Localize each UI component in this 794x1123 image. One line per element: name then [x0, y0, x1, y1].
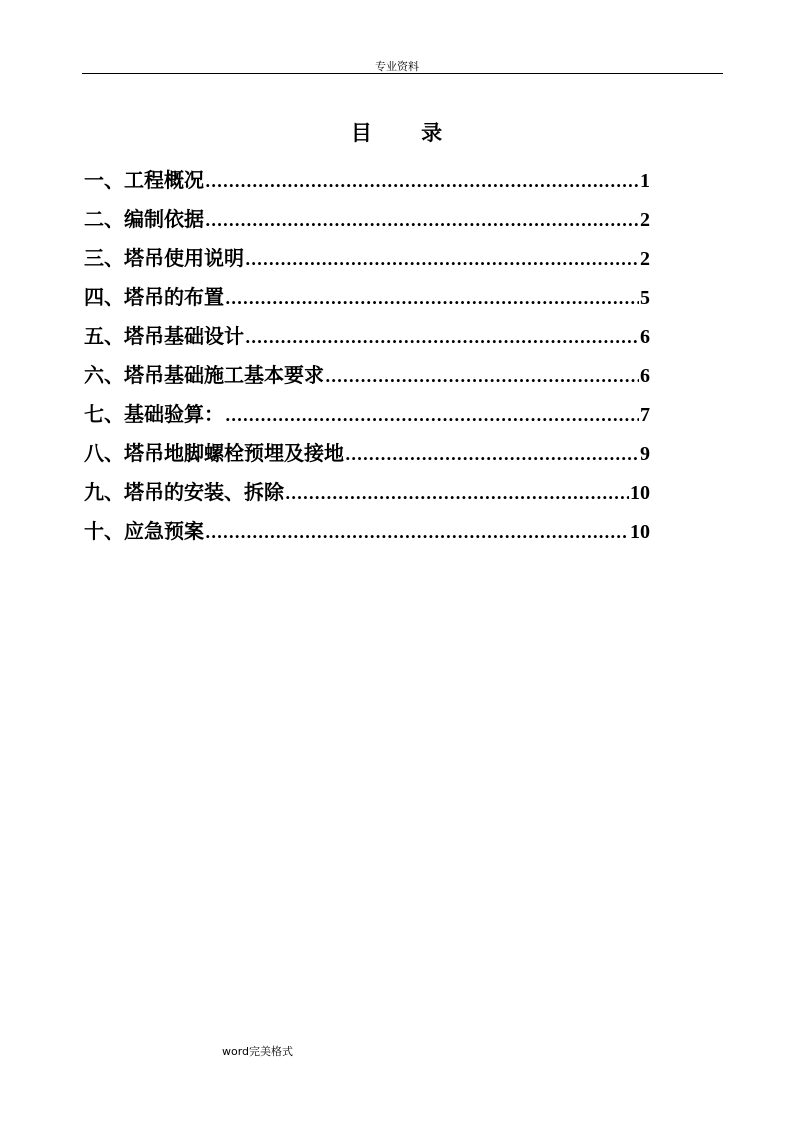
toc-entry-page: 10 — [630, 482, 650, 504]
toc-dot-leader — [205, 168, 639, 192]
toc-entry[interactable] — [84, 203, 650, 242]
toc-entry[interactable] — [84, 242, 650, 281]
page-footer: word完美格式 — [222, 1045, 294, 1058]
toc-entry-page: 2 — [640, 209, 650, 231]
toc-entry-label: 四、塔吊的布置 — [84, 285, 224, 309]
toc-entry-page: 1 — [640, 170, 650, 192]
toc-entry-label: 二、编制依据 — [84, 207, 204, 231]
header-divider — [82, 73, 723, 74]
page-header: 专业资料 — [375, 60, 419, 73]
toc-dot-leader — [225, 285, 639, 309]
toc-list — [84, 164, 650, 554]
toc-entry-page: 7 — [640, 404, 650, 426]
toc-entry-page: 6 — [640, 365, 650, 387]
toc-entry-page: 10 — [630, 521, 650, 543]
toc-dot-leader — [225, 402, 639, 426]
toc-entry-label: 一、工程概况 — [84, 168, 204, 192]
toc-entry-page: 2 — [640, 248, 650, 270]
toc-entry[interactable] — [84, 281, 650, 320]
toc-entry-label: 三、塔吊使用说明 — [84, 246, 244, 270]
toc-entry[interactable] — [84, 437, 650, 476]
toc-entry[interactable] — [84, 398, 650, 437]
toc-dot-leader — [345, 441, 639, 465]
toc-dot-leader — [245, 324, 639, 348]
toc-dot-leader — [325, 363, 639, 387]
toc-entry-label: 九、塔吊的安装、拆除 — [84, 480, 284, 504]
toc-entry-label: 六、塔吊基础施工基本要求 — [84, 363, 324, 387]
toc-entry-page: 9 — [640, 443, 650, 465]
toc-entry-label: 十、应急预案 — [84, 519, 204, 543]
toc-entry-page: 6 — [640, 326, 650, 348]
toc-entry-page: 5 — [640, 287, 650, 309]
toc-entry-label: 八、塔吊地脚螺栓预埋及接地 — [84, 441, 344, 465]
toc-dot-leader — [205, 207, 639, 231]
toc-entry-label: 五、塔吊基础设计 — [84, 324, 244, 348]
toc-title: 目 录 — [350, 120, 444, 145]
toc-entry[interactable] — [84, 515, 650, 554]
toc-dot-leader — [245, 246, 639, 270]
toc-entry[interactable] — [84, 359, 650, 398]
toc-dot-leader — [205, 519, 629, 543]
toc-dot-leader — [285, 480, 629, 504]
toc-entry[interactable] — [84, 164, 650, 203]
toc-entry-label: 七、基础验算： — [84, 402, 224, 426]
toc-entry[interactable] — [84, 476, 650, 515]
toc-entry[interactable] — [84, 320, 650, 359]
